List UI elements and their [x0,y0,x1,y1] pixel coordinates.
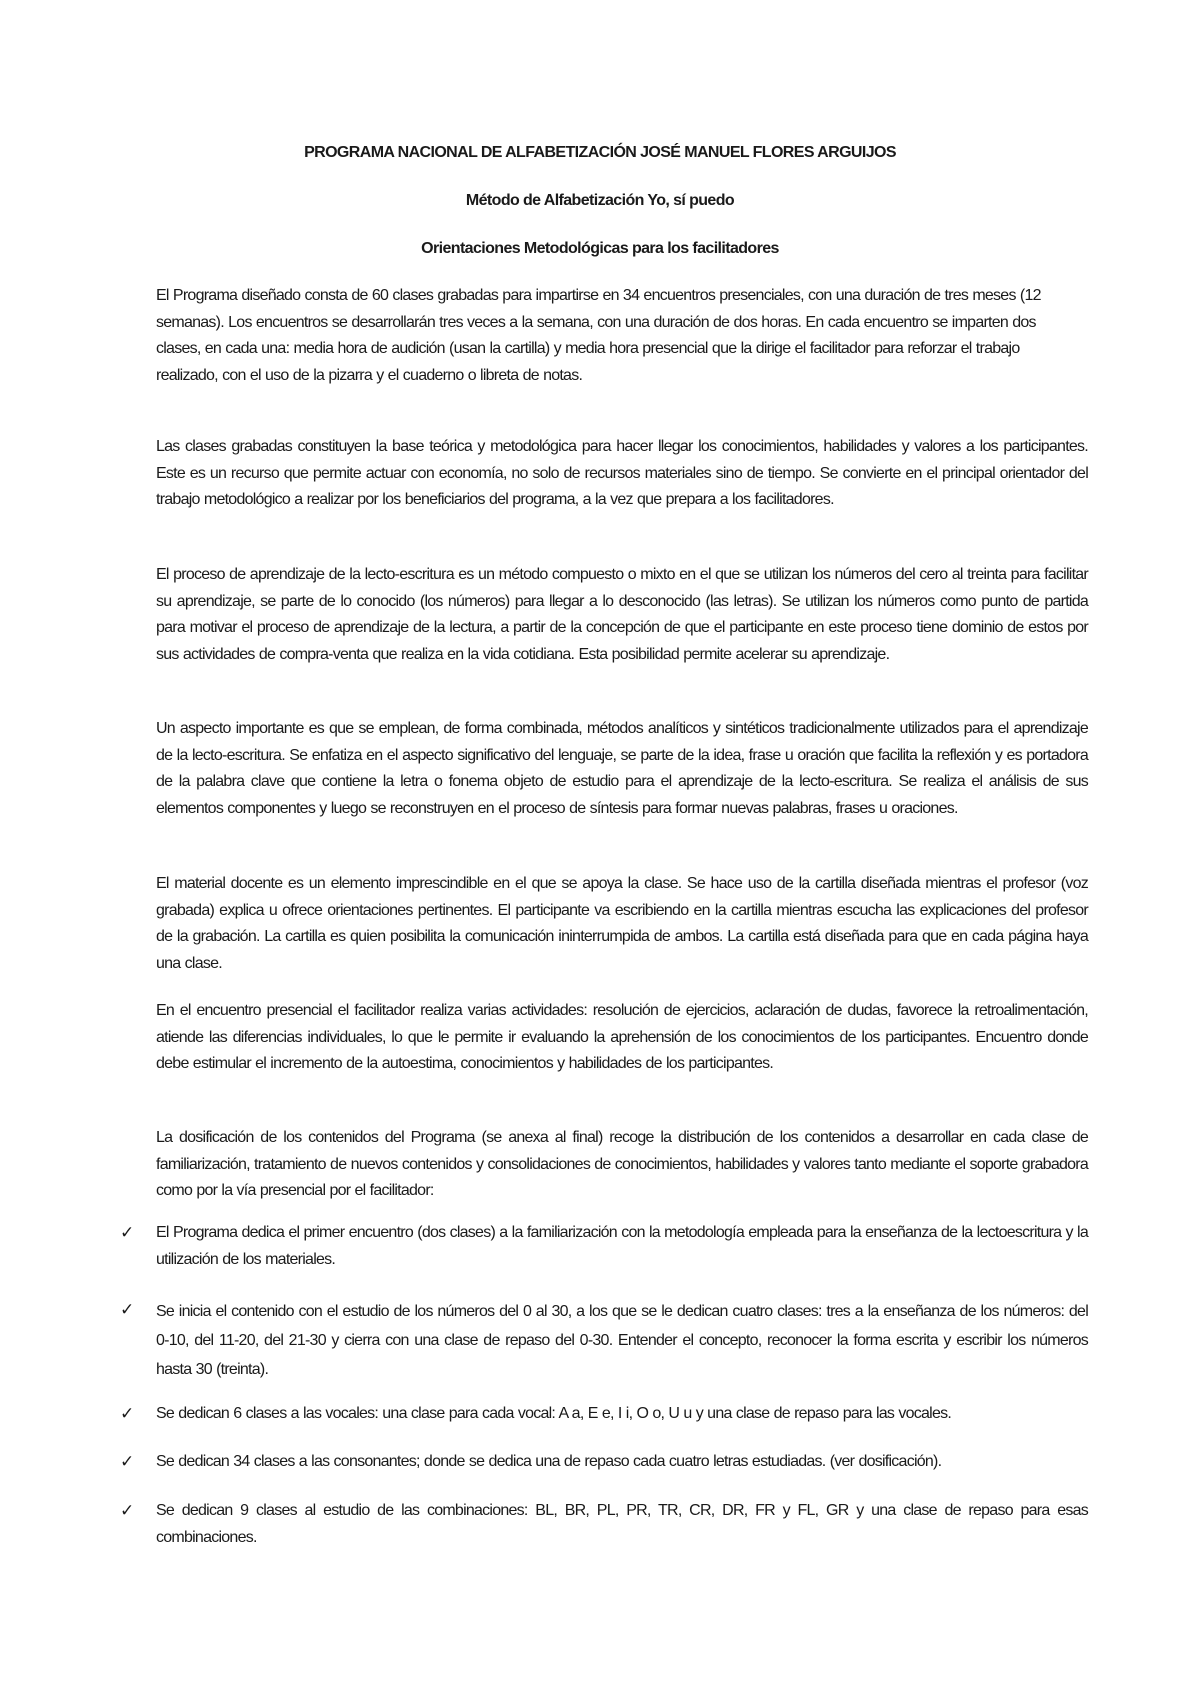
checkmark-icon: ✓ [120,1404,135,1423]
document-title: PROGRAMA NACIONAL DE ALFABETIZACIÓN JOSÉ MANUEL FLORES ARGUIJOS [304,144,896,161]
list-item-text: El Programa dedica el primer encuentro (dos clases) a la familiarización con la metodología empleada para la enseñanza de la lectoescritura y la utilización de los materiales. [156,1224,1088,1268]
list-item-text: Se inicia el contenido con el estudio de los números del 0 al 30, a los que se le dedican cuatro clases: tres a la enseñanza de los números: del 0-10, del 11-20, del 21-30 y cierra con una clase de repaso del 0-30. Entender el concepto, reconocer la forma escrita y escribir los números hasta 30 (treinta). [156,1303,1088,1378]
checkmark-icon: ✓ [120,1300,135,1319]
checkmark-icon: ✓ [120,1452,135,1471]
paragraph: Un aspecto importante es que se emplean, de forma combinada, métodos analíticos y sintéticos tradicionalmente utilizados para el aprendizaje de la lecto-escritura. Se enfatiza en el aspecto significativo del lenguaje, se parte de la idea, frase u oración que facilita la reflexión y es portadora de la palabra clave que contiene la letra o fonema objeto de estudio para el aprendizaje de la lecto-escritura. Se realiza el análisis de sus elementos componentes y luego se reconstruyen en el proceso de síntesis para formar nuevas palabras, frases u oraciones. [156,720,1088,817]
paragraph: El proceso de aprendizaje de la lecto-escritura es un método compuesto o mixto en el que se utilizan los números del cero al treinta para facilitar su aprendizaje, se parte de lo conocido (los números) para llegar a lo desconocido (las letras). Se utilizan los números como punto de partida para motivar el proceso de aprendizaje de la lectura, a partir de la concepción de que el participante en este proceso tiene dominio de estos por sus actividades de compra-venta que realiza en la vida cotidiana. Esta posibilidad permite acelerar su aprendizaje. [156,566,1088,663]
paragraph: El Programa diseñado consta de 60 clases grabadas para impartirse en 34 encuentros presenciales, con una duración de tres meses (12 semanas). Los encuentros se desarrollarán tres veces a la semana, con una duración de dos horas. En cada encuentro se imparten dos clases, en cada una: media hora de audición (usan la cartilla) y media hora presencial que la dirige el facilitador para reforzar el trabajo realizado, con el uso de la pizarra y el cuaderno o libreta de notas. [156,287,1041,384]
checkmark-icon: ✓ [120,1223,135,1242]
checkmark-icon: ✓ [120,1501,135,1520]
paragraph: La dosificación de los contenidos del Programa (se anexa al final) recoge la distribución de los contenidos a desarrollar en cada clase de familiarización, tratamiento de nuevos contenidos y consolidaciones de conocimientos, habilidades y valores tanto mediante el soporte grabadora como por la vía presencial por el facilitador: [156,1129,1088,1199]
paragraph: Las clases grabadas constituyen la base teórica y metodológica para hacer llegar los conocimientos, habilidades y valores a los participantes. Este es un recurso que permite actuar con economía, no solo de recursos materiales sino de tiempo. Se convierte en el principal orientador del trabajo metodológico a realizar por los beneficiarios del programa, a la vez que prepara a los facilitadores. [156,438,1088,508]
list-item-text: Se dedican 9 clases al estudio de las combinaciones: BL, BR, PL, PR, TR, CR, DR, FR y FL, GR y una clase de repaso para esas combinaciones. [156,1502,1088,1546]
paragraph: En el encuentro presencial el facilitador realiza varias actividades: resolución de ejercicios, aclaración de dudas, favorece la retroalimentación, atiende las diferencias individuales, lo que le permite ir evaluando la aprehensión de los conocimientos de los participantes. Encuentro donde debe estimular el incremento de la autoestima, conocimientos y habilidades de los participantes. [156,1002,1088,1072]
list-item-text: Se dedican 34 clases a las consonantes; donde se dedica una de repaso cada cuatro letras estudiadas. (ver dosificación). [156,1453,942,1470]
list-item-text: Se dedican 6 clases a las vocales: una clase para cada vocal: A a, E e, I i, O o, U u y una clase de repaso para las vocales. [156,1405,952,1422]
paragraph: El material docente es un elemento imprescindible en el que se apoya la clase. Se hace uso de la cartilla diseñada mientras el profesor (voz grabada) explica u ofrece orientaciones pertinentes. El participante va escribiendo en la cartilla mientras escucha las explicaciones del profesor de la grabación. La cartilla es quien posibilita la comunicación ininterrumpida de ambos. La cartilla está diseñada para que en cada página haya una clase. [156,875,1088,972]
document-subtitle: Método de Alfabetización Yo, sí puedo [465,192,735,209]
section-title: Orientaciones Metodológicas para los facilitadores [421,240,779,257]
